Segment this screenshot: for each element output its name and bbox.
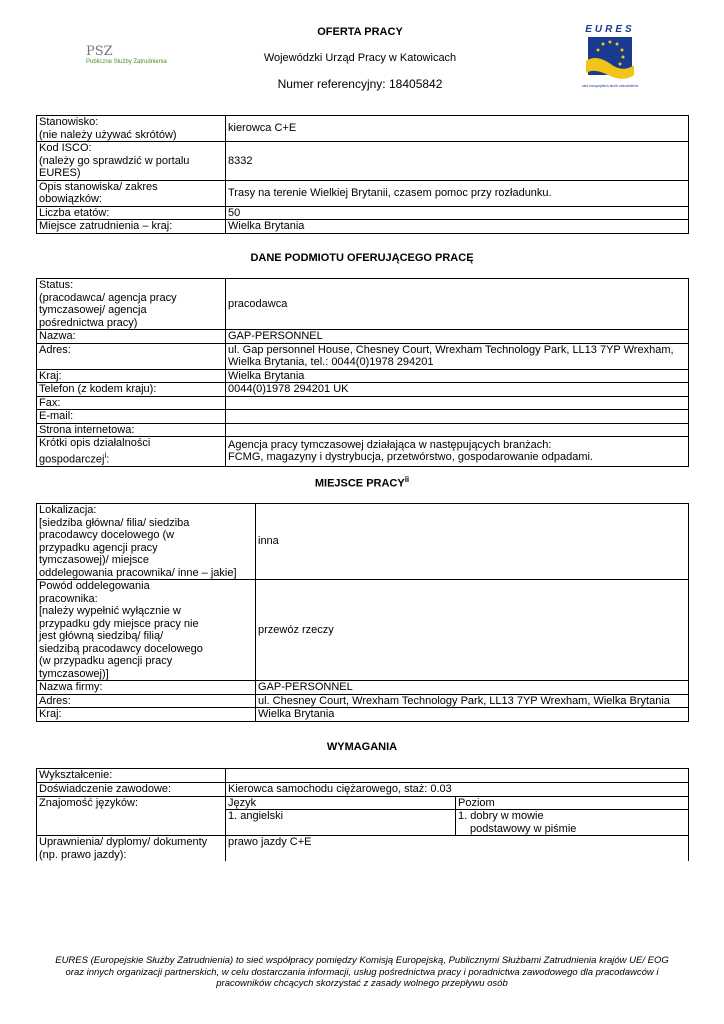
work-country-label: Miejsce zatrudnienia – kraj:: [37, 220, 226, 234]
isco-label: Kod ISCO: (należy go sprawdzić w portalu EURES): [37, 142, 226, 181]
table-row: [37, 330, 689, 344]
eures-emblem-icon: [582, 35, 638, 83]
employer-name-label: Nazwa:: [37, 330, 226, 344]
workplace-heading: [160, 475, 564, 490]
activity-label: Krótki opis działalności gospodarczej$^i$:: [37, 437, 226, 467]
position-title-value: kierowca C+E: [226, 116, 689, 142]
page-title: OFERTA PRACY: [317, 26, 403, 38]
delegation-reason-value: przewóz rzeczy: [256, 580, 689, 681]
workplace-country-label: Kraj:: [37, 708, 256, 722]
psz-logo-text: PSZ: [86, 44, 113, 59]
workplace-country-value: Wielka Brytania: [256, 708, 689, 722]
isco-value: 8332: [226, 142, 689, 181]
workplace-heading-text: MIEJSCE PRACY: [314, 477, 405, 490]
eures-logo: [580, 24, 640, 96]
table-row: [37, 681, 689, 695]
table-row: [37, 220, 689, 234]
table-row: [37, 423, 689, 437]
language-1-level: [456, 810, 689, 836]
employer-address-label: Adres:: [37, 343, 226, 369]
location-value: inna: [256, 504, 689, 580]
fax-label: Fax:: [37, 396, 226, 410]
website-label: Strona internetowa:: [37, 423, 226, 437]
work-country-value: Wielka Brytania: [226, 220, 689, 234]
fax-value: [226, 396, 689, 410]
activity-label-line2: gospodarczej: [39, 453, 105, 466]
company-name-label: Nazwa firmy:: [37, 681, 256, 695]
position-table: [36, 115, 689, 234]
footnote-mark: i: [104, 450, 107, 460]
table-row: [37, 410, 689, 424]
delegation-reason-label: Powód oddelegowania pracownika: [należy wypełnić wyłącznie w przypadku gdy miejsce pracy nie jest główną siedzibą/ filią/ siedzibą pracodawcy docelowego (w przypadku agencji pracy tymczasowej)]: [37, 580, 256, 681]
level-column-header: Poziom: [456, 796, 689, 810]
language-column-header: Język: [226, 796, 456, 810]
education-value: [226, 769, 689, 783]
table-row: [37, 116, 689, 142]
requirements-heading: WYMAGANIA: [326, 741, 398, 753]
location-label: Lokalizacja: [siedziba główna/ filia/ siedziba pracodawcy docelowego (w przypadku agencji pracy tymczasowej)/ miejsce oddelegowania pracownika/ inne – jakie]: [37, 504, 256, 580]
table-row: [37, 708, 689, 722]
table-row: [37, 769, 689, 783]
table-row: [37, 206, 689, 220]
website-value: [226, 423, 689, 437]
company-name-value: GAP-PERSONNEL: [256, 681, 689, 695]
employer-address-value: ul. Gap personnel House, Chesney Court, Wrexham Technology Park, LL13 7YP Wrexham, Wielka Brytania, tel.: 0044(0)1978 294201: [226, 343, 689, 369]
psz-logo: [86, 44, 186, 65]
job-description-label: Opis stanowiska/ zakres obowiązków:: [37, 180, 226, 206]
table-row: [37, 383, 689, 397]
table-row: [37, 783, 689, 797]
employer-table: [36, 278, 689, 467]
job-description-value: Trasy na terenie Wielkiej Brytanii, czasem pomoc przy rozładunku.: [226, 180, 689, 206]
employer-heading: DANE PODMIOTU OFERUJĄCEGO PRACĘ: [250, 252, 474, 264]
table-row: [37, 396, 689, 410]
education-label: Wykształcenie:: [37, 769, 226, 783]
employer-country-value: Wielka Brytania: [226, 369, 689, 383]
workplace-address-label: Adres:: [37, 694, 256, 708]
workplace-table: [36, 503, 689, 722]
licenses-value: prawo jazdy C+E: [226, 836, 689, 862]
psz-logo-subtitle: Publiczne Służby Zatrudnienia: [86, 59, 167, 65]
table-row: [37, 343, 689, 369]
phone-label: Telefon (z kodem kraju):: [37, 383, 226, 397]
footer-note: EURES (Europejskie Służby Zatrudnienia) to sieć współpracy pomiędzy Komisją Europejską, Publicznymi Służbami Zatrudnienia krajów UE/ EOG oraz innych organizacji partnerskich, w celu dostarczania informacji, usług pośrednictwa pracy i poradnictwa zawodowego dla pracodawców i pracowników chcących skorzystać z zasady wolnego przepływu osób: [55, 955, 669, 989]
language-1-level-speaking: 1. dobry w mowie: [458, 810, 544, 822]
status-value: pracodawca: [226, 279, 689, 330]
table-row: [37, 504, 689, 580]
table-row: [37, 580, 689, 681]
table-row: [37, 836, 689, 862]
requirements-table: [36, 768, 689, 861]
workplace-address-value: ul. Chesney Court, Wrexham Technology Park, LL13 7YP Wrexham, Wielka Brytania: [256, 694, 689, 708]
eures-logo-subtitle: sieć europejskich służb zatrudnienia: [581, 84, 639, 88]
language-1-level-writing: podstawowy w piśmie: [470, 822, 577, 835]
activity-value: Agencja pracy tymczasowej działająca w następujących branżach: FCMG, magazyny i dystrybucja, przetwórstwo, gospodarowanie odpadami.: [226, 437, 689, 467]
eures-logo-text: EURES: [585, 24, 635, 35]
reference-value: 18405842: [389, 77, 443, 91]
licenses-label: Uprawnienia/ dyplomy/ dokumenty (np. prawo jazdy):: [37, 836, 226, 862]
table-row: [37, 796, 689, 810]
phone-value: 0044(0)1978 294201 UK: [226, 383, 689, 397]
experience-label: Doświadczenie zawodowe:: [37, 783, 226, 797]
languages-label: Znajomość języków:: [37, 796, 226, 836]
office-name: Wojewódzki Urząd Pracy w Katowicach: [263, 52, 457, 64]
table-row: [37, 180, 689, 206]
footnote-mark: ii: [404, 475, 410, 484]
employer-name-value: GAP-PERSONNEL: [226, 330, 689, 344]
activity-label-line1: Krótki opis działalności: [39, 437, 151, 449]
position-title-label: Stanowisko: (nie należy używać skrótów): [37, 116, 226, 142]
positions-count-label: Liczba etatów:: [37, 206, 226, 220]
table-row: [37, 279, 689, 330]
table-row: [37, 142, 689, 181]
experience-value: Kierowca samochodu ciężarowego, staż: 0.03: [226, 783, 689, 797]
status-label: Status: (pracodawca/ agencja pracy tymczasowej/ agencja pośrednictwa pracy): [37, 279, 226, 330]
email-label: E-mail:: [37, 410, 226, 424]
table-row: [37, 369, 689, 383]
employer-country-label: Kraj:: [37, 369, 226, 383]
positions-count-value: 50: [226, 206, 689, 220]
reference-label: Numer referencyjny:: [277, 77, 386, 91]
email-value: [226, 410, 689, 424]
language-1: 1. angielski: [226, 810, 456, 836]
table-row: [37, 437, 689, 467]
reference-number: [200, 77, 520, 91]
table-row: [37, 694, 689, 708]
